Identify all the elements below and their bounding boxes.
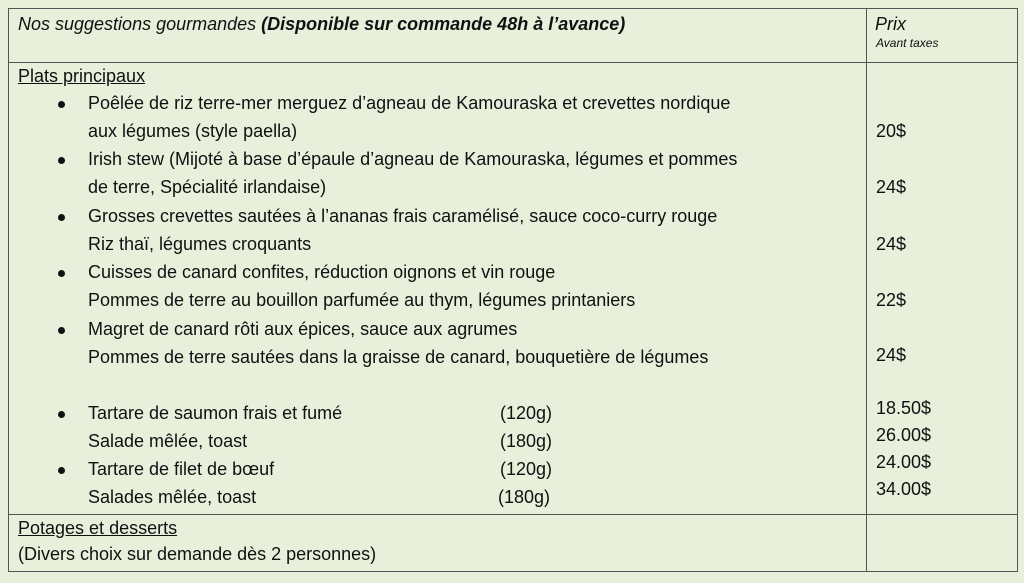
dish-weight: (180g) xyxy=(498,487,551,507)
dish-price: 24$ xyxy=(876,177,907,197)
dish-line: Magret de canard rôti aux épices, sauce aux agrumes xyxy=(88,319,518,339)
dish-weight: (120g) xyxy=(500,459,553,479)
dish-line: Tartare de saumon frais et fumé xyxy=(88,403,343,423)
dish-price: 24$ xyxy=(876,234,907,254)
dish-line: Poêlée de riz terre-mer merguez d’agneau de Kamouraska et crevettes nordique xyxy=(88,93,731,113)
soups-desserts-note: (Divers choix sur demande dès 2 personnes) xyxy=(18,544,377,564)
bullet-icon xyxy=(58,467,65,474)
dish-price: 26.00$ xyxy=(876,425,932,445)
dish-line: Salades mêlée, toast xyxy=(88,487,257,507)
bullet-icon xyxy=(58,327,65,334)
header-divider xyxy=(9,62,1017,63)
dish-price: 34.00$ xyxy=(876,479,932,499)
dish-price: 24.00$ xyxy=(876,452,932,472)
section-title-soups-desserts: Potages et desserts xyxy=(18,518,178,538)
bullet-icon xyxy=(58,270,65,277)
dish-line: Riz thaï, légumes croquants xyxy=(88,234,312,254)
menu-table xyxy=(8,8,1018,572)
dish-price: 20$ xyxy=(876,121,907,141)
price-column-subheader: Avant taxes xyxy=(876,36,939,50)
dish-line: Salade mêlée, toast xyxy=(88,431,248,451)
dish-line: de terre, Spécialité irlandaise) xyxy=(88,177,327,197)
bullet-icon xyxy=(58,101,65,108)
bullet-icon xyxy=(58,157,65,164)
dish-line: Pommes de terre sautées dans la graisse de canard, bouquetière de légumes xyxy=(88,347,709,367)
dish-line: Pommes de terre au bouillon parfumée au thym, légumes printaniers xyxy=(88,290,636,310)
menu-title: Nos suggestions gourmandes (Disponible sur commande 48h à l’avance) xyxy=(18,14,626,34)
dish-weight: (120g) xyxy=(500,403,553,423)
bullet-icon xyxy=(58,214,65,221)
dish-price: 22$ xyxy=(876,290,907,310)
section-title-main-dishes: Plats principaux xyxy=(18,66,146,86)
price-column-header: Prix xyxy=(875,14,906,34)
dish-price: 24$ xyxy=(876,345,907,365)
column-divider xyxy=(866,9,867,571)
dish-line: Irish stew (Mijoté à base d’épaule d’agneau de Kamouraska, légumes et pommes xyxy=(88,149,738,169)
dish-weight: (180g) xyxy=(500,431,553,451)
dish-price: 18.50$ xyxy=(876,398,932,418)
dish-line: Grosses crevettes sautées à l’ananas frais caramélisé, sauce coco-curry rouge xyxy=(88,206,718,226)
dish-line: aux légumes (style paella) xyxy=(88,121,298,141)
bullet-icon xyxy=(58,411,65,418)
dish-line: Tartare de filet de bœuf xyxy=(88,459,275,479)
dish-line: Cuisses de canard confites, réduction oignons et vin rouge xyxy=(88,262,556,282)
